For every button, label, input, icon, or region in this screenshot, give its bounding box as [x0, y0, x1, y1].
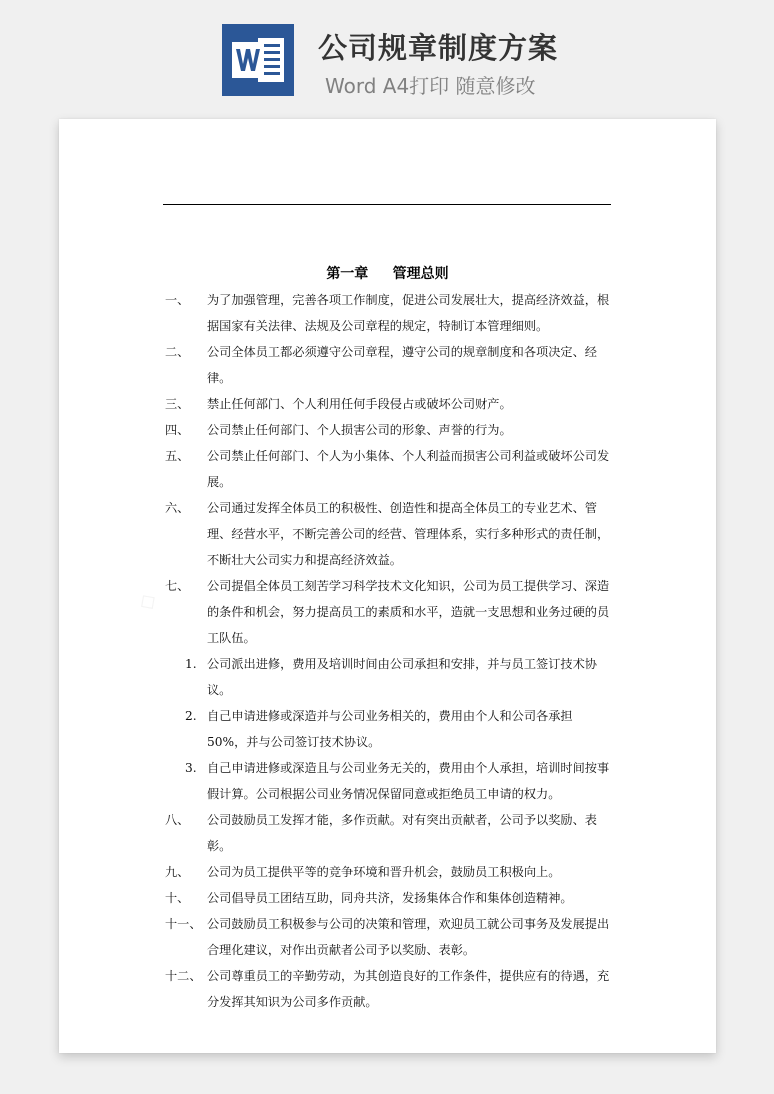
watermark: ◇	[133, 586, 162, 617]
chapter-title: 第一章 管理总则	[326, 266, 449, 282]
article-item: 五、 公司禁止任何部门、个人为小集体、个人利益而损害公司利益或破坏公司发展。	[165, 449, 610, 489]
article-item: 六、 公司通过发挥全体员工的积极性、创造性和提高全体员工的专业艺术、管理、经营水平，不断完善公司的经营、管理体系，实行多种形式的责任制，不断壮大公司实力和提高经济效益。	[165, 501, 610, 567]
article-item: 七、 公司提倡全体员工刻苦学习科学技术文化知识，公司为员工提供学习、深造的条件和机会，努力提高员工的素质和水平，造就一支思想和业务过硬的员工队伍。	[165, 579, 610, 645]
article-item: 九、 公司为员工提供平等的竞争环境和晋升机会，鼓励员工积极向上。	[165, 865, 561, 879]
sub-item: 2. 自己申请进修或深造并与公司业务相关的，费用由个人和公司各承担 50%，并与公司签订技术协议。	[185, 709, 573, 749]
sub-item: 1. 公司派出进修，费用及培训时间由公司承担和安排，并与员工签订技术协议。	[185, 657, 597, 697]
article-item: 二、 公司全体员工都必须遵守公司章程，遵守公司的规章制度和各项决定、经律。	[165, 345, 597, 385]
banner-subtitle: Word A4打印 随意修改	[325, 74, 536, 98]
banner-header	[0, 0, 774, 118]
article-item: 十一、 公司鼓励员工积极参与公司的决策和管理，欢迎员工就公司事务及发展提出合理化建议，对作出贡献者公司予以奖励、表彰。	[165, 917, 610, 957]
article-item: 十、 公司倡导员工团结互助，同舟共济，发扬集体合作和集体创造精神。	[165, 891, 573, 905]
article-item: 八、 公司鼓励员工发挥才能，多作贡献。对有突出贡献者，公司予以奖励、表彰。	[165, 813, 597, 853]
banner-title: 公司规章制度方案	[318, 31, 559, 65]
word-doc-icon	[222, 24, 294, 96]
document-body	[165, 287, 612, 1015]
sub-item: 3. 自己申请进修或深造且与公司业务无关的，费用由个人承担，培训时间按事假计算。公司根据公司业务情况保留同意或拒绝员工申请的权力。	[185, 761, 610, 801]
article-item: 四、 公司禁止任何部门、个人损害公司的形象、声誉的行为。	[165, 423, 512, 437]
article-item: 一、 为了加强管理，完善各项工作制度，促进公司发展壮大，提高经济效益，根据国家有关法律、法规及公司章程的规定，特制订本管理细则。	[165, 293, 610, 333]
document-page	[59, 119, 716, 1053]
article-item: 三、 禁止任何部门、个人利用任何手段侵占或破坏公司财产。	[165, 397, 512, 411]
header-rule	[163, 204, 611, 205]
article-item: 十二、 公司尊重员工的辛勤劳动，为其创造良好的工作条件，提供应有的待遇，充分发挥其知识为公司多作贡献。	[165, 969, 610, 1009]
